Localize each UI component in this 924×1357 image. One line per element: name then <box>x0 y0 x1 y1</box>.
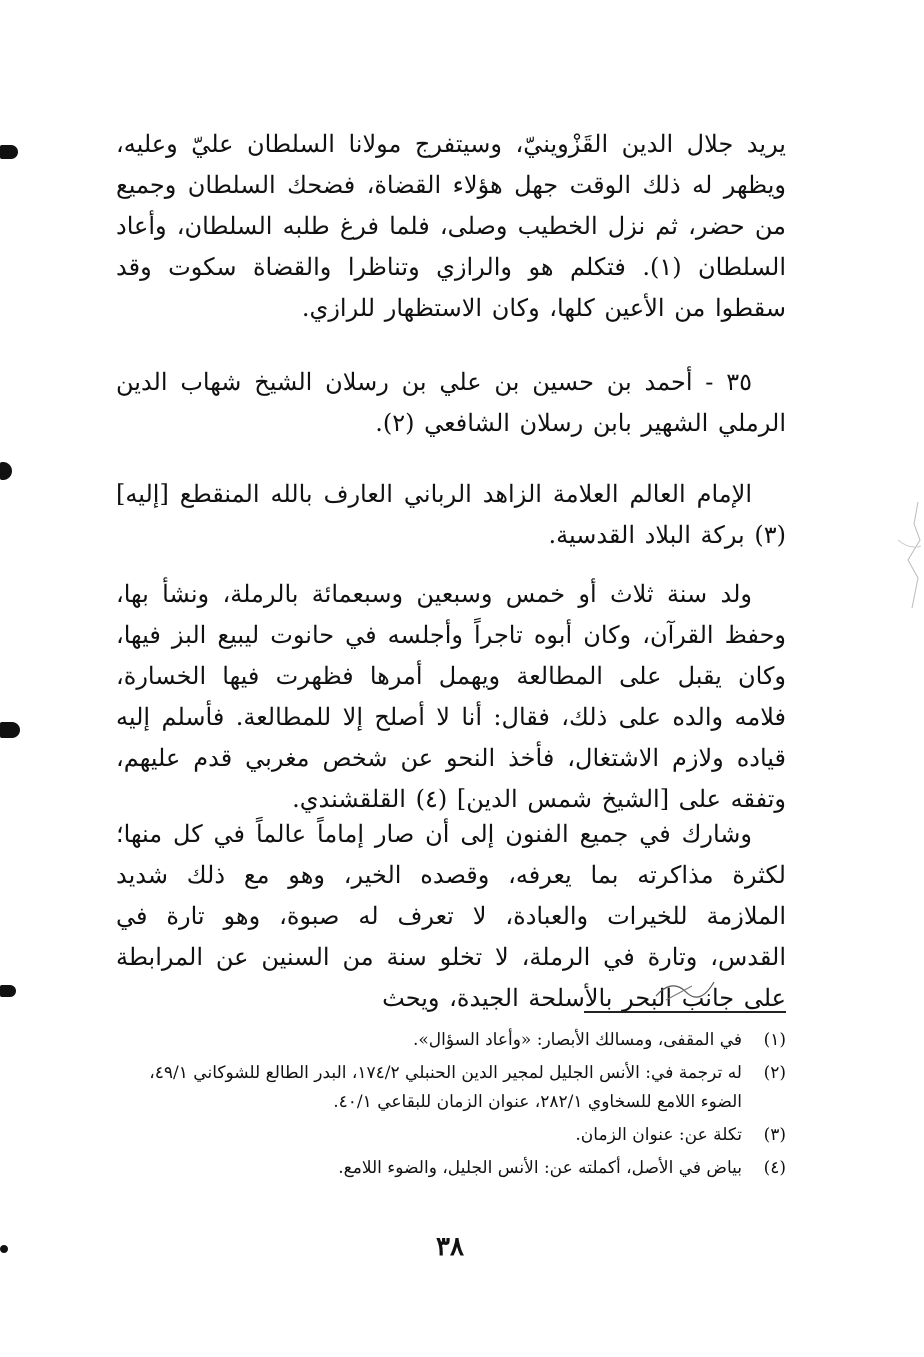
footnote-text: له ترجمة في: الأنس الجليل لمجير الدين الحنبلي ١٧٤/٢، البدر الطالع للشوكاني ٤٩/١، الضوء اللامع للسخاوي ٢٨٢/١، عنوان الزمان للبقاعي ٤٠/١. <box>149 1063 742 1112</box>
scan-scratch-mark <box>888 500 922 610</box>
paragraph-text: يريد جلال الدين القَزْوينيّ، وسيتفرج مولانا السلطان عليّ وعليه، ويظهر له ذلك الوقت جهل هؤلاء القضاة، فضحك السلطان وجميع من حضر، ثم نزل الخطيب وصلى، فلما فرغ طلبه السلطان، وأعاد السلطان (١). فتكلم هو والرازي وتناظرا والقضاة سكوت وقد سقطوا من الأعين كلها، وكان الاستظهار للرازي. <box>116 130 787 322</box>
footnote-number: (٣) <box>763 1125 786 1145</box>
scan-edge-mark <box>0 462 12 480</box>
entry-heading-35 <box>116 362 786 444</box>
footnotes-section <box>116 1026 786 1187</box>
footnote-number: (٢) <box>763 1063 786 1083</box>
paragraph-3 <box>116 474 786 556</box>
paragraph-text: ٣٥ - أحمد بن حسين بن علي بن رسلان الشيخ شهاب الدين الرملي الشهير بابن رسلان الشافعي (٢). <box>116 368 786 437</box>
scan-edge-mark <box>0 722 20 738</box>
footnote-divider <box>584 1011 786 1013</box>
footnote-text: تكلة عن: عنوان الزمان. <box>575 1125 742 1145</box>
paragraph-text: الإمام العالم العلامة الزاهد الرباني العارف بالله المنقطع [إليه] (٣) بركة البلاد القدسية. <box>116 480 786 549</box>
footnote-text: بياض في الأصل، أكملته عن: الأنس الجليل، والضوء اللامع. <box>338 1158 742 1178</box>
footnote-number: (٤) <box>763 1158 786 1178</box>
paragraph-4 <box>116 574 786 820</box>
footnote-4 <box>116 1154 786 1183</box>
paragraph-text: ولد سنة ثلاث أو خمس وسبعين وسبعمائة بالرملة، ونشأ بها، وحفظ القرآن، وكان أبوه تاجراً وأجلسه في حانوت ليبيع البز فيها، وكان يقبل على المطالعة ويهمل أمرها فظهرت فيها الخسارة، فلامه والده على ذلك، فقال: أنا لا أصلح إلا للمطالعة. فأسلم إليه قياده ولازم الاشتغال، فأخذ النحو عن شخص مغربي قدم عليهم، وتفقه على [الشيخ شمس الدين] (٤) القلقشندي. <box>116 580 786 813</box>
footnote-2 <box>116 1059 786 1117</box>
scan-edge-mark <box>0 1245 8 1253</box>
footnote-1 <box>116 1026 786 1055</box>
scan-edge-mark <box>0 985 16 997</box>
footnote-text: في المقفى، ومسالك الأبصار: «وأعاد السؤال». <box>412 1030 742 1050</box>
page-number: ٣٨ <box>436 1232 464 1262</box>
paragraph-1 <box>116 124 786 329</box>
footnote-3 <box>116 1121 786 1150</box>
footnote-number: (١) <box>763 1030 786 1050</box>
scan-edge-mark <box>0 145 18 159</box>
paragraph-text: وشارك في جميع الفنون إلى أن صار إماماً عالماً في كل منها؛ لكثرة مذاكرته بما يعرفه، وقصده الخير، وهو مع ذلك شديد الملازمة للخيرات والعبادة، لا تعرف له صبوة، وهو تارة في القدس، وتارة في الرملة، لا تخلو سنة من السنين عن المرابطة على جانب البحر بالأسلحة الجيدة، ويحث <box>116 820 786 1012</box>
handwritten-scribble <box>652 972 718 1004</box>
